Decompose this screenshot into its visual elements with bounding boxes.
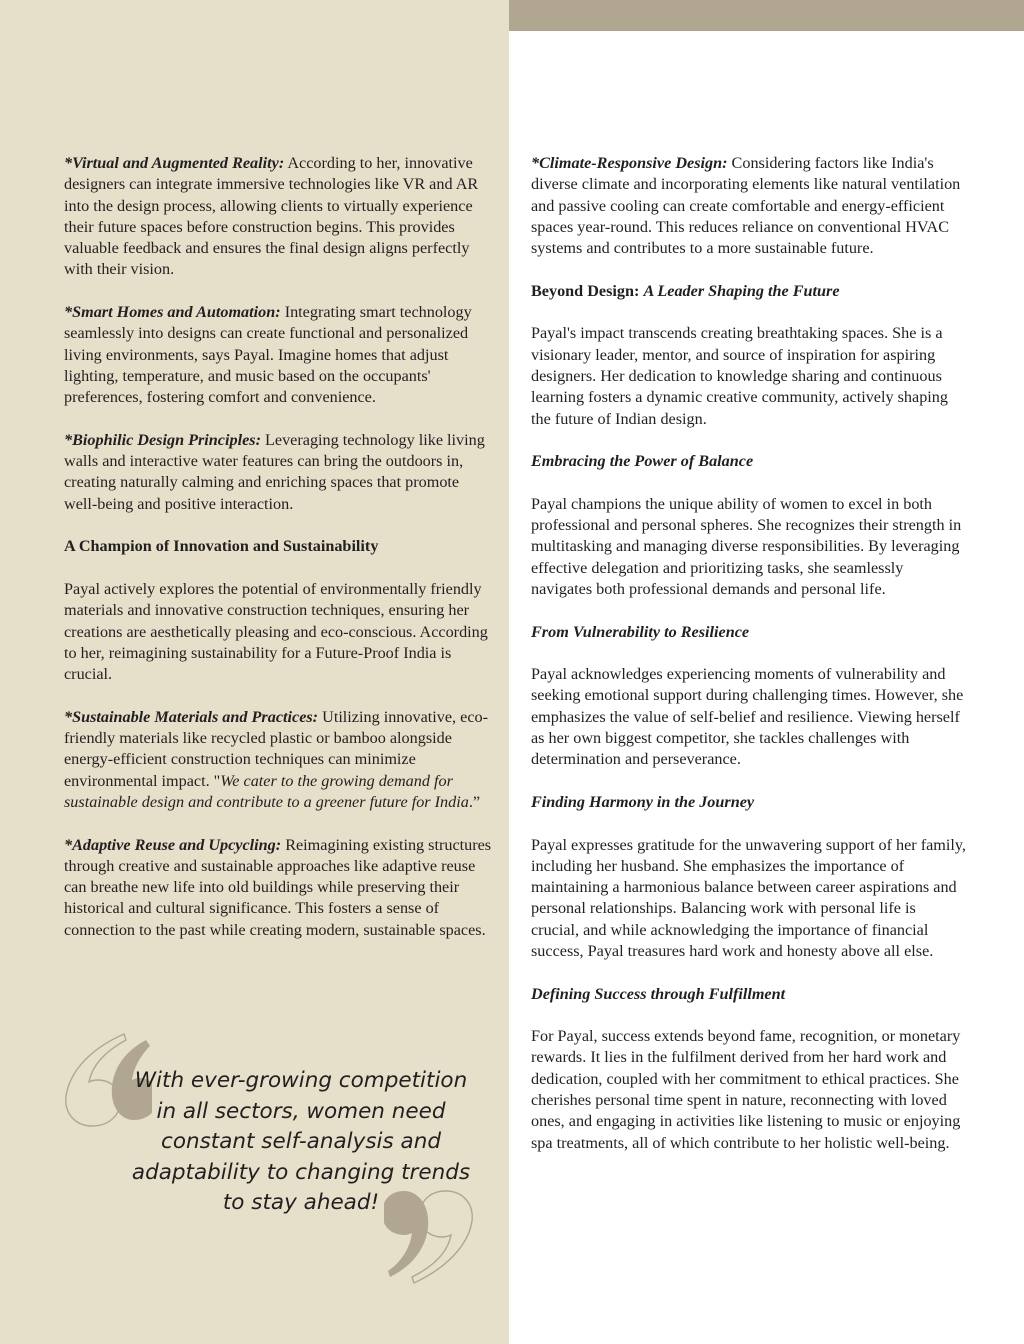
paragraph-beyond-design: Payal's impact transcends creating breathtaking spaces. She is a visionary leader, mentor, and source of inspiration for aspiring designers. Her dedication to knowledge sharing and continuous learning fosters a dynamic creative community, actively shaping the future of Indian design. bbox=[531, 324, 948, 428]
paragraph-biophilic bbox=[64, 430, 496, 515]
heading-champion: A Champion of Innovation and Sustainability bbox=[64, 537, 379, 556]
pull-quote-line: With ever-growing competition bbox=[134, 1068, 468, 1093]
text-biophilic: Leveraging technology like living walls and interactive water features can bring the outdoors in, creating naturally calming and enriching spaces that promote well-being and positive interaction. bbox=[64, 430, 485, 513]
pull-quote-line: constant self-analysis and bbox=[161, 1129, 441, 1154]
heading-success: Defining Success through Fulfillment bbox=[531, 984, 786, 1003]
lead-smart-homes: *Smart Homes and Automation: bbox=[64, 303, 281, 322]
heading-beyond-design bbox=[531, 281, 967, 302]
paragraph-sustainable bbox=[64, 707, 496, 813]
paragraph-harmony: Payal expresses gratitude for the unwavering support of her family, including her husband. She emphasizes the importance of maintaining a harmonious balance between career aspirations and personal relationships. Balancing work with personal life is crucial, and while acknowledging the importance of financial success, Payal treasures hard work and honesty above all else. bbox=[531, 835, 966, 960]
paragraph-balance: Payal champions the unique ability of women to excel in both professional and personal spheres. She recognizes their strength in multitasking and managing diverse responsibilities. By leveraging effective delegation and prioritizing tasks, she seamlessly navigates both professional demands and personal life. bbox=[531, 494, 962, 598]
lead-climate: *Climate-Responsive Design: bbox=[531, 154, 728, 172]
lead-adaptive: *Adaptive Reuse and Upcycling: bbox=[64, 835, 282, 854]
right-column bbox=[531, 153, 967, 1154]
paragraph-vr bbox=[64, 153, 496, 281]
paragraph-success: For Payal, success extends beyond fame, recognition, or monetary rewards. It lies in the fulfilment derived from her hard work and dedication, coupled with her commitment to ethical practices. She cherishes personal time spent in nature, reconnecting with loved ones, and engaging in activities like listening to music or enjoying spa treatments, all of which contribute to her holistic well-being. bbox=[531, 1027, 961, 1152]
heading-harmony: Finding Harmony in the Journey bbox=[531, 792, 755, 811]
text-smart-homes: Integrating smart technology seamlessly into designs can create functional and personalized living environments, says Payal. Imagine homes that adjust lighting, temperature, and music based on the occupants' preferences, fostering comfort and convenience. bbox=[64, 303, 472, 407]
paragraph-adaptive bbox=[64, 835, 496, 941]
quote-sustainable: We cater to the growing demand for sustainable design and contribute to a greener future for India bbox=[64, 771, 469, 811]
text-adaptive: Reimagining existing structures through creative and sustainable approaches like adaptive reuse can breathe new life into old buildings while preserving their historical and cultural significance. This fosters a sense of connection to the past while creating modern, sustainable spaces. bbox=[64, 835, 492, 939]
lead-sustainable: *Sustainable Materials and Practices: bbox=[64, 707, 319, 726]
lead-biophilic: *Biophilic Design Principles: bbox=[64, 430, 261, 449]
paragraph-champion: Payal actively explores the potential of environmentally friendly materials and innovative construction techniques, ensuring her creations are aesthetically pleasing and eco-conscious. According to her, reimagining sustainability for a Future-Proof India is crucial. bbox=[64, 579, 488, 684]
heading-balance: Embracing the Power of Balance bbox=[531, 452, 754, 471]
left-column bbox=[64, 153, 496, 941]
paragraph-resilience: Payal acknowledges experiencing moments of vulnerability and seeking emotional support during challenging times. However, she emphasizes the value of self-belief and resilience. Viewing herself as her own biggest competitor, she tackles challenges with determination and perseverance. bbox=[531, 665, 964, 769]
heading-resilience: From Vulnerability to Resilience bbox=[531, 622, 750, 641]
text-sustainable: Utilizing innovative, eco-friendly materials like recycled plastic or bamboo alongside energy-efficient construction techniques can minimize environmental impact. " bbox=[64, 707, 488, 790]
pull-quote-line: in all sectors, women need bbox=[156, 1098, 446, 1124]
heading-beyond-design-bold: Beyond Design: bbox=[531, 281, 644, 300]
paragraph-smart-homes bbox=[64, 302, 496, 408]
text-climate: Considering factors like India's diverse climate and incorporating elements like natural ventilation and passive cooling can create comfortable and energy-efficient spaces year-round. This reduces reliance on conventional HVAC systems and contributes to a more sustainable future. bbox=[531, 154, 961, 258]
text-vr: According to her, innovative designers can integrate immersive technologies like VR and AR into the design process, allowing clients to virtually experience their future spaces before construction begins. This provides valuable feedback and ensures the final design aligns perfectly with their vision. bbox=[64, 154, 479, 279]
lead-vr: *Virtual and Augmented Reality: bbox=[64, 154, 285, 172]
pull-quote-line: adaptability to changing trends bbox=[131, 1159, 471, 1185]
end-sustainable: .” bbox=[468, 792, 481, 811]
top-accent-bar bbox=[509, 0, 1024, 31]
pull-quote-line: to stay ahead! bbox=[222, 1190, 380, 1215]
heading-beyond-design-italic: A Leader Shaping the Future bbox=[643, 281, 840, 300]
paragraph-climate bbox=[531, 153, 967, 259]
close-quote-mark-icon bbox=[384, 1185, 476, 1287]
